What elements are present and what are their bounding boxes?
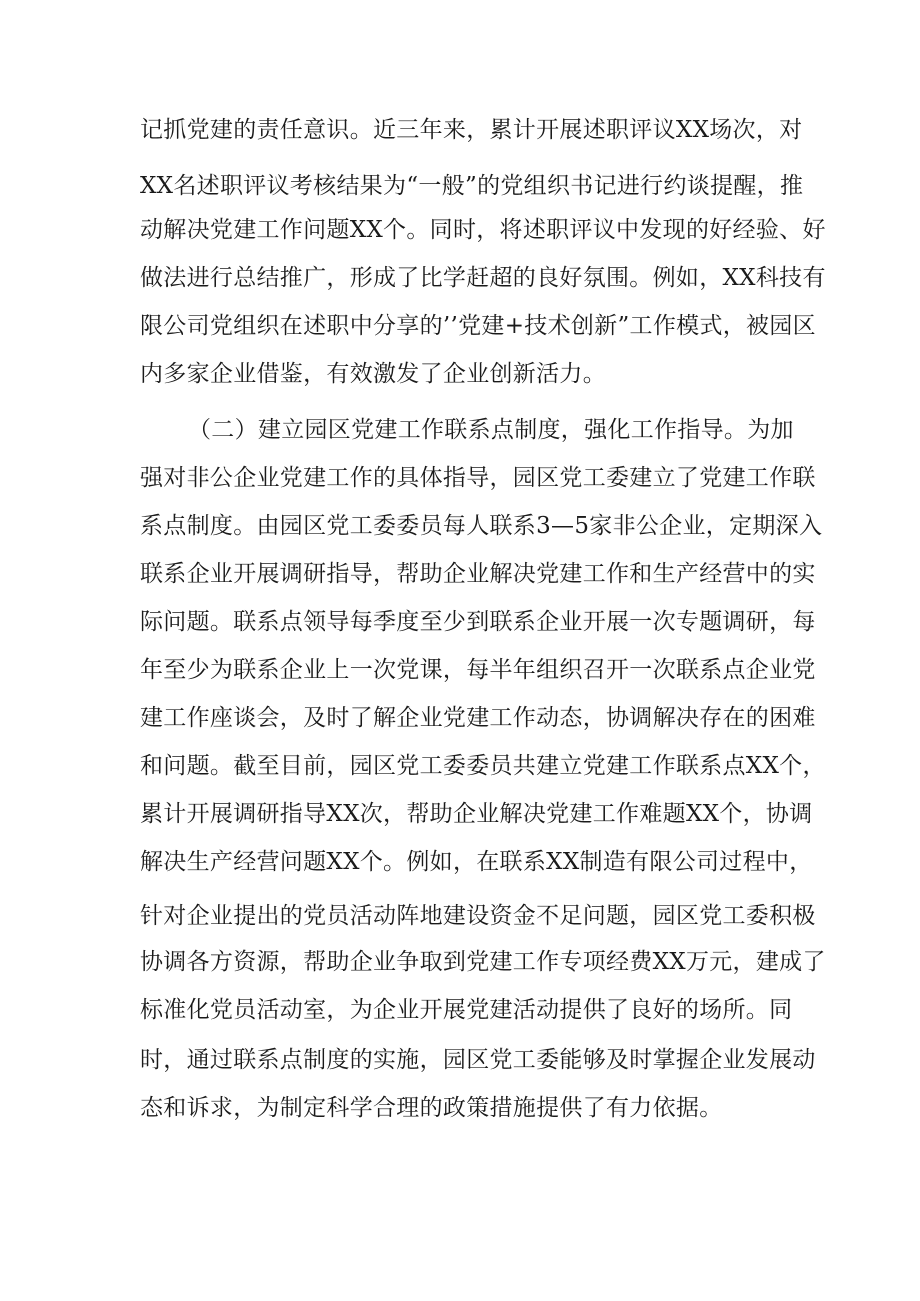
paragraph-2-line-15: 态和诉求，为制定科学合理的政策措施提供了有力依据。 (140, 1095, 723, 1121)
paragraph-1-line-3: 动解决党建工作问题XX个。同时，将述职评议中发现的好经验、好 (140, 217, 826, 243)
paragraph-2-line-2: 强对非公企业党建工作的具体指导，园区党工委建立了党建工作联 (140, 465, 816, 491)
paragraph-2-line-3: 系点制度。由园区党工委委员每人联系3—5家非公企业，定期深入 (140, 513, 823, 539)
paragraph-1-line-2: XX名述职评议考核结果为“一般”的党组织书记进行约谈提醒，推 (140, 173, 804, 199)
paragraph-2-line-13: 标准化党员活动室，为企业开展党建活动提供了良好的场所。同 (140, 997, 793, 1023)
paragraph-1-line-6: 内多家企业借鉴，有效激发了企业创新活力。 (140, 361, 606, 387)
paragraph-2-line-14: 时，通过联系点制度的实施，园区党工委能够及时掌握企业发展动 (140, 1047, 816, 1073)
paragraph-2-line-5: 际问题。联系点领导每季度至少到联系企业开展一次专题调研，每 (140, 609, 816, 635)
paragraph-2-line-4: 联系企业开展调研指导，帮助企业解决党建工作和生产经营中的实 (140, 561, 816, 587)
paragraph-2-line-1: （二）建立园区党建工作联系点制度，强化工作指导。为加 (188, 417, 794, 443)
paragraph-2-line-9: 累计开展调研指导XX次，帮助企业解决党建工作难题XX个，协调 (140, 801, 813, 827)
paragraph-2-line-12: 协调各方资源，帮助企业争取到党建工作专项经费XX万元，建成了 (140, 949, 826, 975)
paragraph-1-line-4: 做法进行总结推广，形成了比学赶超的良好氛围。例如，XX科技有 (140, 265, 826, 291)
paragraph-2-line-10: 解决生产经营问题XX个。例如，在联系XX制造有限公司过程中， (140, 849, 813, 875)
paragraph-2-line-6: 年至少为联系企业上一次党课，每半年组织召开一次联系点企业党 (140, 657, 816, 683)
paragraph-1-line-1: 记抓党建的责任意识。近三年来，累计开展述职评议XX场次，对 (140, 117, 803, 143)
paragraph-1-line-5: 限公司党组织在述职中分享的’’党建+技术创新”工作模式，被园区 (140, 313, 816, 339)
paragraph-2-line-7: 建工作座谈会，及时了解企业党建工作动态，协调解决存在的困难 (140, 705, 816, 731)
paragraph-2-line-11: 针对企业提出的党员活动阵地建设资金不足问题，园区党工委积极 (140, 903, 816, 929)
paragraph-2-line-8: 和问题。截至目前，园区党工委委员共建立党建工作联系点XX个， (140, 753, 826, 779)
